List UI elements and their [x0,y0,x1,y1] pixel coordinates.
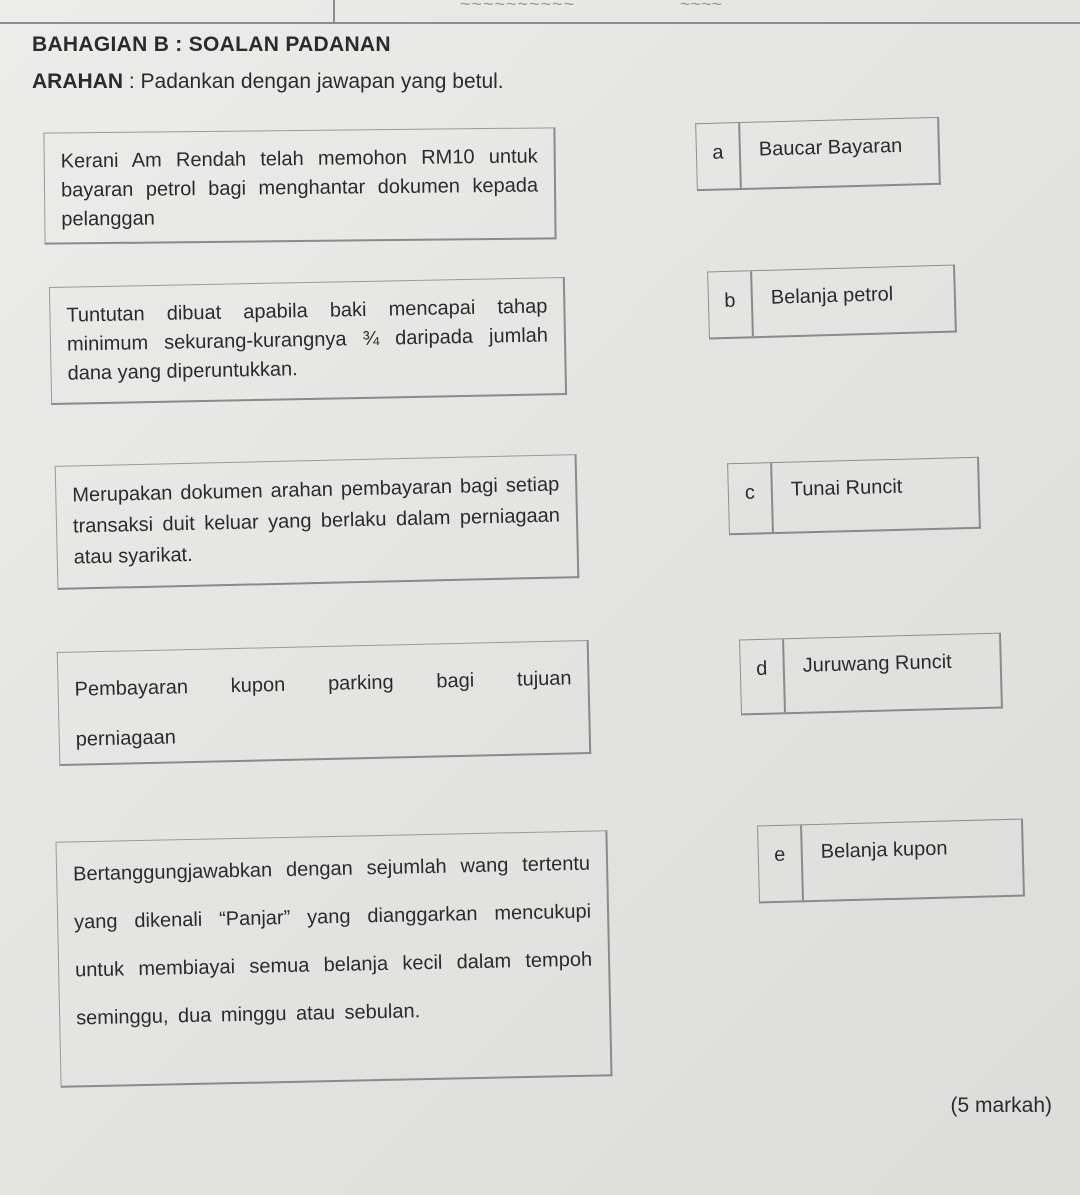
answer-label-d: Juruwang Runcit [802,650,952,677]
question-text-4: Pembayaran kupon parking bagi tujuan perniagaan [74,667,572,751]
marks-note: (5 markah) [950,1094,1052,1117]
answer-letter-b: b [708,271,754,337]
header-divider [333,0,335,22]
instruction-label: ARAHAN [32,70,123,93]
section-heading: BAHAGIAN B : SOALAN PADANAN [32,33,391,56]
question-text-2: Tuntutan dibuat apabila baki mencapai tahap minimum sekurang-kurangnya ¾ daripada jumlah dana yang diperuntukkan. [66,295,549,385]
answer-label-b: Belanja petrol [770,283,894,309]
answer-box-d [739,633,1003,716]
answer-box-e [757,819,1025,904]
answer-box-b [707,265,957,340]
question-box-4 [57,640,591,766]
answer-letter-a: a [696,123,742,189]
answer-label-c: Tunai Runcit [790,475,903,501]
question-box-2 [49,277,567,405]
question-text-1: Kerani Am Rendah telah memohon RM10 untuk bayaran petrol bagi menghantar dokumen kepada pelanggan [60,145,539,231]
answer-label-e: Belanja kupon [820,837,948,863]
instruction-line [32,70,504,94]
question-box-1 [43,127,556,244]
header-rule [0,22,1080,24]
answer-letter-d: d [740,639,786,713]
answer-box-c [727,457,981,536]
question-text-3: Merupakan dokumen arahan pembayaran bagi setiap transaksi duit keluar yang berlaku dalam perniagaan atau syarikat. [72,473,561,569]
cropped-header-fragment: ~~~~~~~~~~ [460,0,576,14]
instruction-text: : Padankan dengan jawapan yang betul. [128,70,504,93]
cropped-header-fragment-2: ~~~~ [680,0,723,14]
answer-letter-c: c [728,463,774,533]
question-text-5: Bertanggungjawabkan dengan sejumlah wang tertentu yang dikenali “Panjar” yang dianggarkan mencukupi untuk membiayai semua belanja kecil dalam tempoh seminggu, dua minggu atau sebulan. [72,852,593,1030]
answer-box-a [695,117,941,191]
question-box-3 [55,454,580,590]
answer-letter-e: e [758,825,804,901]
question-box-5 [55,830,612,1088]
answer-label-a: Baucar Bayaran [758,134,903,161]
